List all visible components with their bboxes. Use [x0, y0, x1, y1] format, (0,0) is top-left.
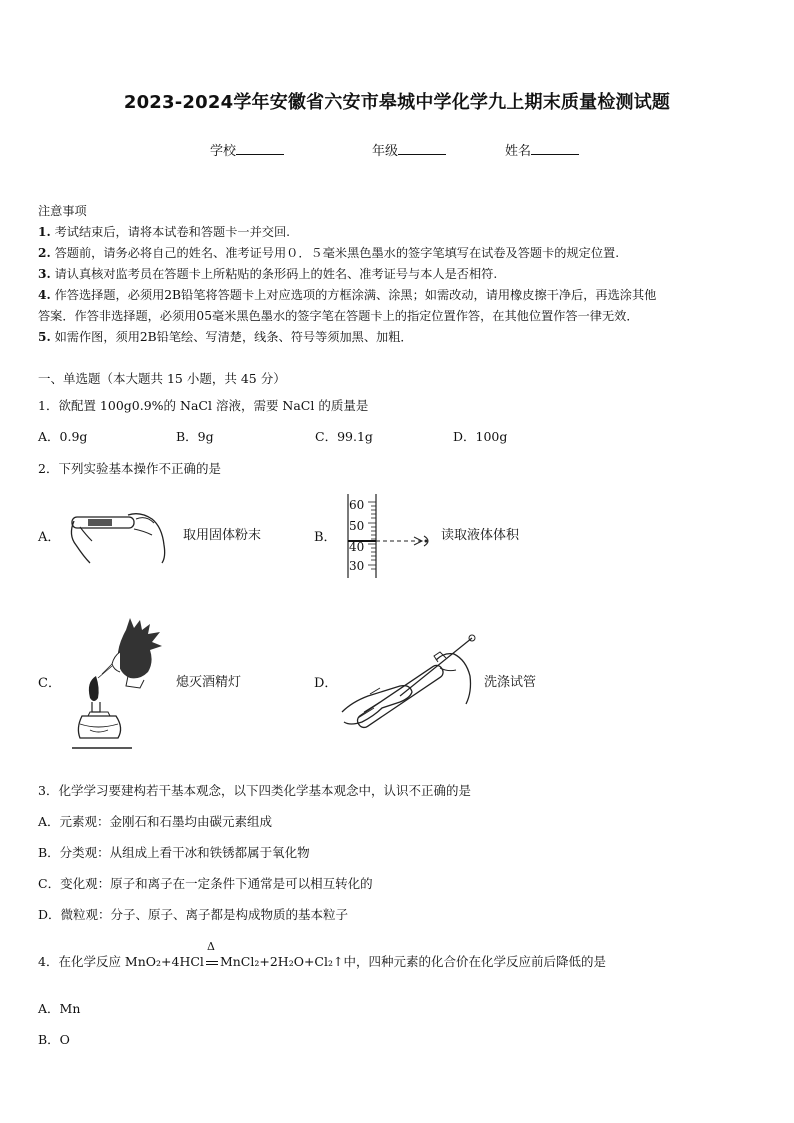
test-tube-washing-illustration [340, 632, 480, 740]
q4-equals-sign [206, 961, 218, 965]
cylinder-tick-30: 30 [349, 559, 365, 573]
q2-a-label: 取用固体粉末 [183, 528, 262, 543]
name-label: 姓名 [505, 144, 532, 159]
q2-b-label: 读取液体体积 [441, 528, 520, 543]
q4-condition-symbol: Δ [206, 940, 215, 953]
notice-item-1: 1. 考试结束后，请将本试卷和答题卡一并交回. [38, 225, 291, 239]
q2-b-letter: B． [314, 530, 337, 545]
q2-c-letter: C． [38, 676, 61, 691]
cylinder-tick-50: 50 [349, 519, 365, 533]
q4-option-a: A．Mn [38, 1001, 81, 1016]
page-title: 2023-2024学年安徽省六安市皋城中学化学九上期末质量检测试题 [123, 92, 671, 113]
q1-option-b: B．9g [176, 429, 214, 444]
q3-option-b: B．分类观：从组成上看干冰和铁锈都属于氧化物 [38, 845, 310, 860]
grade-field [372, 140, 446, 159]
grade-label: 年级 [372, 144, 399, 159]
q4-option-b: B．O [38, 1032, 70, 1047]
q3-option-a: A．元素观：金刚石和石墨均由碳元素组成 [38, 814, 273, 829]
q2-c-label: 熄灭酒精灯 [176, 675, 242, 690]
section-heading: 一、单选题（本大题共 15 小题，共 45 分） [38, 371, 286, 386]
q1-option-a: A．0.9g [38, 429, 88, 444]
grade-blank [398, 142, 446, 155]
notice-heading: 注意事项 [38, 204, 87, 218]
notice-item-4: 4. 作答选择题，必须用2B铅笔将答题卡上对应选项的方框涂满、涂黑；如需改动，请用橡皮擦干净后，再选涂其他 [38, 288, 657, 302]
q4-stem-pre: 4．在化学反应 MnO₂+4HCl [38, 954, 204, 969]
alcohol-lamp-illustration [68, 616, 168, 756]
q2-d-letter: D． [314, 676, 338, 691]
name-blank [531, 142, 579, 155]
notice-item-3: 3. 请认真核对监考员在答题卡上所粘贴的条形码上的姓名、准考证号与本人是否相符. [38, 267, 498, 281]
q3-option-d: D．微粒观：分子、原子、离子都是构成物质的基本粒子 [38, 907, 349, 922]
q2-stem: 2．下列实验基本操作不正确的是 [38, 461, 221, 476]
q1-option-c: C．99.1g [315, 429, 373, 444]
q3-stem: 3．化学学习要建构若干基本观念，以下四类化学基本观念中，认识不正确的是 [38, 783, 471, 798]
school-label: 学校 [210, 144, 237, 159]
school-blank [236, 142, 284, 155]
powder-tube-illustration [66, 505, 170, 565]
q1-option-d: D．100g [453, 429, 508, 444]
q2-a-letter: A． [38, 530, 61, 545]
q2-d-label: 洗涤试管 [484, 675, 537, 690]
q1-stem: 1．欲配置 100g0.9%的 NaCl 溶液，需要 NaCl 的质量是 [38, 398, 369, 413]
school-field [210, 140, 284, 159]
notice-item-4-cont: 答案．作答非选择题，必须用05毫米黑色墨水的签字笔在答题卡上的指定位置作答，在其他位置作答一律无效． [38, 309, 639, 323]
cylinder-tick-60: 60 [349, 498, 365, 512]
q4-reaction-condition [204, 940, 220, 969]
notice-item-2: 2. 答题前，请务必将自己的姓名、准考证号用０．５毫米黑色墨水的签字笔填写在试卷及答题卡的规定位置. [38, 246, 620, 260]
cylinder-tick-40: 40 [349, 540, 365, 554]
q3-option-c: C．变化观：原子和离子在一定条件下通常是可以相互转化的 [38, 876, 373, 891]
q4-stem [38, 940, 606, 970]
q4-stem-post: MnCl₂+2H₂O+Cl₂↑中，四种元素的化合价在化学反应前后降低的是 [219, 954, 606, 969]
notice-item-5: 5. 如需作图，须用2B铅笔绘、写清楚，线条、符号等须加黑、加粗． [38, 330, 413, 344]
name-field [505, 140, 579, 159]
